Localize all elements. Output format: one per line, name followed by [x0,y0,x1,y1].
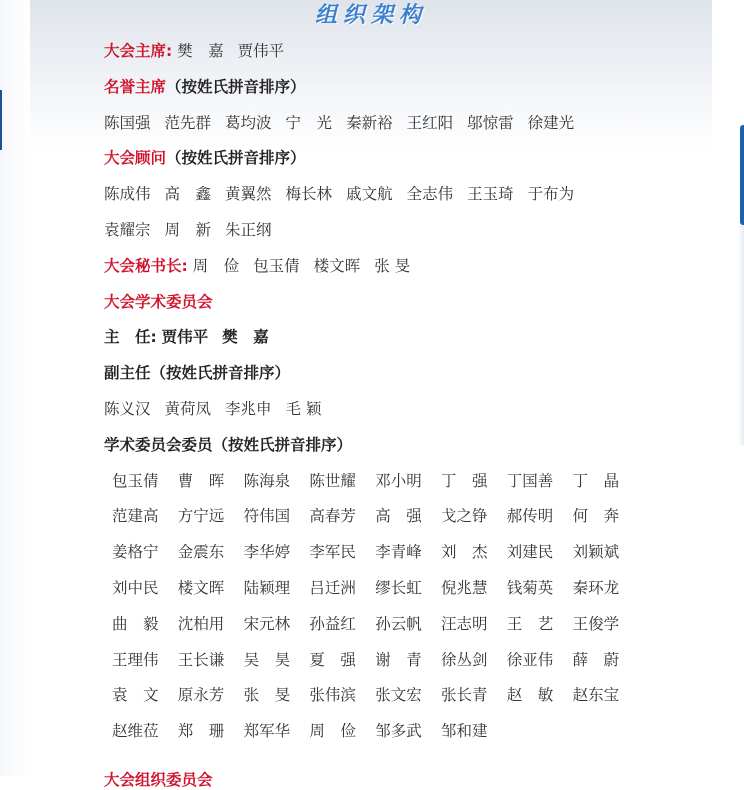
member-name: 秦环龙 [572,578,620,597]
person-name: 陈成伟 [104,185,151,204]
right-side-tab[interactable] [740,125,744,225]
member-name: 张伟滨 [309,686,356,705]
academic-committee-label: 大会学术委员会 [104,292,213,311]
member-name: 丁 晶 [572,471,620,490]
member-name: 汪志明 [440,614,488,633]
member-name: 倪兆慧 [440,578,488,597]
member-name: 王长谦 [177,650,225,669]
member-name: 方宁远 [177,507,225,526]
honorary-chair-label: 名誉主席 [104,77,167,96]
member-name: 楼文晖 [177,578,225,597]
members-row [112,464,704,500]
member-name: 沈柏用 [177,614,225,633]
member-name: 袁 文 [112,686,159,705]
member-name: 高 强 [375,507,422,526]
member-name: 王俊学 [572,614,620,633]
member-name: 邹和建 [440,722,488,741]
person-name: 梅长林 [285,185,333,204]
member-name: 徐亚伟 [506,650,554,669]
member-name: 赵东宝 [572,686,620,705]
person-name: 袁耀宗 [104,220,151,239]
director-label: 主 任: [104,328,157,347]
members-row [112,607,704,643]
person-name: 全志伟 [406,185,454,204]
member-name: 戈之铮 [440,507,488,526]
member-name: 丁国善 [506,471,554,490]
honorary-chair-heading [104,70,704,106]
person-name: 黄翼然 [225,185,272,204]
person-name: 范先群 [164,113,212,132]
member-name: 李军民 [309,543,356,562]
members-row [112,535,704,571]
member-name: 何 奔 [572,507,620,526]
person-name: 葛均波 [225,113,272,132]
left-frame [0,0,30,776]
member-name: 张文宏 [375,686,422,705]
director-row [104,320,704,356]
person-name: 周 新 [164,220,212,239]
member-name: 李华婷 [243,543,291,562]
member-name: 吴 昊 [243,650,291,669]
secretary-general-label: 大会秘书长: [104,256,188,275]
person-name: 樊 嘉 [222,328,269,347]
member-name: 宋元林 [243,614,291,633]
person-name: 贾伟平 [161,328,209,347]
members-row [112,571,704,607]
person-name: 陈国强 [104,113,151,132]
member-name: 郑 珊 [177,722,225,741]
member-name: 刘颖斌 [572,543,620,562]
member-name: 赵 敏 [506,686,554,705]
left-accent-bar [0,90,2,150]
member-name: 郝传明 [506,507,554,526]
member-name: 钱菊英 [506,578,554,597]
member-name: 徐丛剑 [440,650,488,669]
person-name: 楼文晖 [313,256,361,275]
member-name: 范建高 [112,507,159,526]
member-name: 郑军华 [243,722,291,741]
member-name: 陈海泉 [243,471,291,490]
member-name: 李青峰 [375,543,422,562]
member-name: 符伟国 [243,507,291,526]
member-name: 原永芳 [177,686,225,705]
advisor-names-row [104,177,704,213]
member-name: 赵维莅 [112,722,159,741]
person-name: 邬惊雷 [467,113,514,132]
academic-committee-heading [104,285,704,321]
members-row [112,678,704,714]
person-name: 于布为 [527,185,575,204]
member-name: 夏 强 [309,650,356,669]
members-row [112,643,704,679]
person-name: 宁 光 [285,113,333,132]
members-grid [112,464,704,750]
person-name: 黄荷凤 [164,399,212,418]
member-name: 高春芳 [309,507,356,526]
members-heading [104,428,704,464]
vice-director-names [104,392,704,428]
member-name: 王 艺 [506,614,554,633]
members-label: 学术委员会委员（按姓氏拼音排序） [104,435,353,454]
sort-note: （按姓氏拼音排序） [166,149,306,168]
member-name: 吕迁洲 [309,578,356,597]
page-title: 组织架构 [314,2,427,28]
congress-chair-row [104,34,704,70]
person-name: 戚文航 [346,185,393,204]
person-name: 毛 颖 [285,399,322,418]
advisor-label: 大会顾问 [104,149,167,168]
member-name: 薛 蔚 [572,650,620,669]
member-name: 邓小明 [375,471,422,490]
member-name: 姜格宁 [112,543,159,562]
person-name: 李兆申 [225,399,272,418]
secretary-general-names [193,257,424,275]
member-name: 邹多武 [375,722,422,741]
person-name: 高 鑫 [164,185,212,204]
member-name: 陈世耀 [309,471,356,490]
member-name: 陆颖理 [243,578,291,597]
members-row [112,499,704,535]
advisor-names-row [104,213,704,249]
member-name: 包玉倩 [112,471,159,490]
person-name: 王红阳 [406,113,454,132]
member-name: 刘 杰 [440,543,488,562]
member-name: 曹 晖 [177,471,225,490]
honorary-chair-names [104,106,704,142]
member-name: 刘建民 [506,543,554,562]
person-name: 秦新裕 [346,113,393,132]
member-name: 孙益红 [309,614,356,633]
congress-chair-label: 大会主席: [104,42,173,60]
member-name: 曲 毅 [112,614,159,633]
member-name: 王理伟 [112,650,159,669]
member-name: 金震东 [177,543,225,562]
member-name: 谢 青 [375,650,422,669]
person-name: 陈义汉 [104,399,151,418]
person-name: 包玉倩 [253,256,300,275]
person-name: 徐建光 [527,113,575,132]
member-name: 张长青 [440,686,488,705]
members-row [112,714,704,750]
person-name: 周 俭 [192,256,240,275]
vice-director-label: 副主任（按姓氏拼音排序） [104,364,291,383]
person-name: 朱正纲 [225,220,272,239]
organizing-committee-label: 大会组织委员会 [104,771,213,789]
member-name: 缪长虹 [375,578,422,597]
right-side-shadow [738,225,744,445]
person-name: 樊 嘉 [177,42,224,60]
secretary-general-row [104,249,704,285]
member-name: 丁 强 [440,471,488,490]
member-name: 刘中民 [112,578,159,597]
vice-director-heading [104,356,704,392]
congress-chair-names [177,42,298,60]
advisor-heading [104,141,704,177]
person-name: 贾伟平 [237,42,285,60]
person-name: 张 旻 [374,256,411,275]
director-names [162,328,283,346]
organization-content [104,34,704,750]
sort-note: （按姓氏拼音排序） [166,77,306,96]
member-name: 孙云帆 [375,614,422,633]
person-name: 王玉琦 [467,185,514,204]
member-name: 周 俭 [309,722,356,741]
member-name: 张 旻 [243,686,291,705]
